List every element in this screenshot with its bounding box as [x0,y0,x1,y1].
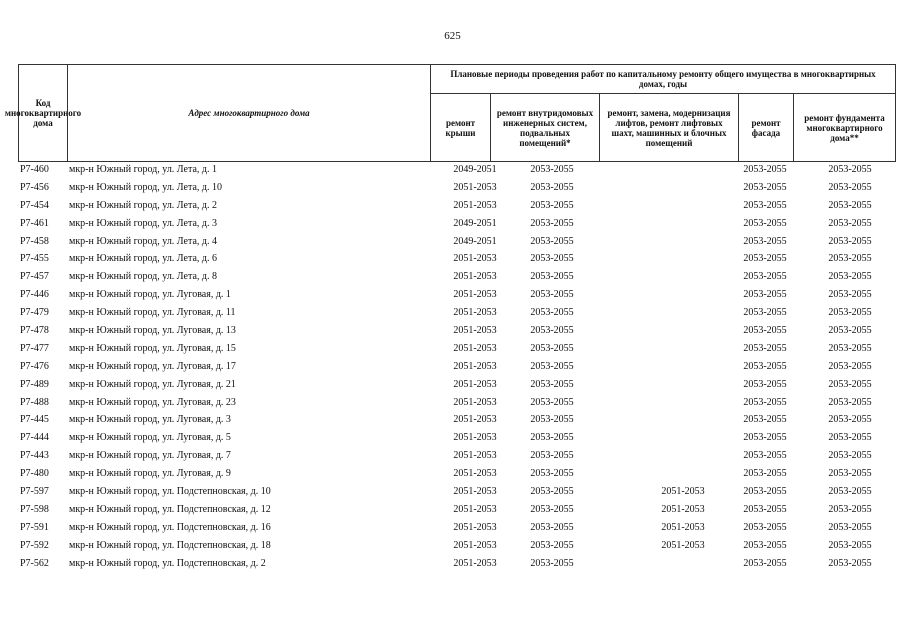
cell-code: Р7-446 [20,289,49,301]
cell-systems: 2053-2055 [530,468,574,480]
cell-code: Р7-457 [20,271,49,283]
cell-address: мкр-н Южный город, ул. Лета, д. 4 [69,235,217,247]
cell-facade: 2053-2055 [743,503,787,515]
cell-address: мкр-н Южный город, ул. Лета, д. 10 [69,181,222,193]
cell-roof: 2049-2051 [453,235,497,247]
cell-systems: 2053-2055 [530,181,574,193]
cell-systems: 2053-2055 [530,486,574,498]
cell-systems: 2053-2055 [530,521,574,533]
cell-address: мкр-н Южный город, ул. Луговая, д. 5 [69,432,231,444]
cell-code: Р7-479 [20,307,49,319]
cell-systems: 2053-2055 [530,414,574,426]
table-row [18,502,896,520]
cell-systems: 2053-2055 [530,217,574,229]
cell-systems: 2053-2055 [530,557,574,569]
cell-code: Р7-460 [20,164,49,175]
cell-code: Р7-443 [20,450,49,462]
cell-address: мкр-н Южный город, ул. Лета, д. 6 [69,253,217,265]
header-periods: Плановые периоды проведения работ по капитальному ремонту общего имущества в многоквартирных домах, годы [430,64,896,94]
cell-systems: 2053-2055 [530,271,574,283]
cell-systems: 2053-2055 [530,360,574,372]
cell-facade: 2053-2055 [743,360,787,372]
cell-roof: 2051-2053 [453,450,497,462]
cell-address: мкр-н Южный город, ул. Луговая, д. 3 [69,414,231,426]
cell-roof: 2051-2053 [453,181,497,193]
cell-facade: 2053-2055 [743,164,787,175]
cell-facade: 2053-2055 [743,414,787,426]
cell-address: мкр-н Южный город, ул. Подстепновская, д. 2 [69,557,266,569]
cell-foundation: 2053-2055 [828,181,872,193]
cell-foundation: 2053-2055 [828,396,872,408]
cell-code: Р7-476 [20,360,49,372]
table-row [18,395,896,413]
cell-code: Р7-456 [20,181,49,193]
cell-foundation: 2053-2055 [828,468,872,480]
cell-code: Р7-444 [20,432,49,444]
table-row [18,180,896,198]
cell-systems: 2053-2055 [530,199,574,211]
cell-roof: 2051-2053 [453,360,497,372]
cell-foundation: 2053-2055 [828,164,872,175]
table-row [18,377,896,395]
cell-facade: 2053-2055 [743,217,787,229]
cell-address: мкр-н Южный город, ул. Подстепновская, д. 16 [69,521,271,533]
cell-address: мкр-н Южный город, ул. Подстепновская, д. 10 [69,486,271,498]
table-row [18,556,896,574]
cell-facade: 2053-2055 [743,450,787,462]
cell-facade: 2053-2055 [743,539,787,551]
cell-code: Р7-562 [20,557,49,569]
cell-systems: 2053-2055 [530,253,574,265]
cell-systems: 2053-2055 [530,503,574,515]
cell-address: мкр-н Южный город, ул. Подстепновская, д. 18 [69,539,271,551]
cell-code: Р7-488 [20,396,49,408]
table-row [18,216,896,234]
cell-facade: 2053-2055 [743,521,787,533]
table-row [18,305,896,323]
cell-systems: 2053-2055 [530,325,574,337]
cell-roof: 2051-2053 [453,325,497,337]
table-row [18,359,896,377]
table-row [18,466,896,484]
cell-facade: 2053-2055 [743,289,787,301]
cell-systems: 2053-2055 [530,378,574,390]
header-systems: ремонт внутридомовых инженерных систем, подвальных помещений* [490,93,600,162]
cell-foundation: 2053-2055 [828,539,872,551]
table-row [18,538,896,556]
cell-code: Р7-591 [20,521,49,533]
cell-code: Р7-454 [20,199,49,211]
cell-systems: 2053-2055 [530,164,574,175]
table-row [18,234,896,252]
cell-foundation: 2053-2055 [828,521,872,533]
cell-foundation: 2053-2055 [828,378,872,390]
cell-foundation: 2053-2055 [828,235,872,247]
cell-facade: 2053-2055 [743,235,787,247]
cell-facade: 2053-2055 [743,557,787,569]
cell-code: Р7-598 [20,503,49,515]
cell-lifts: 2051-2053 [661,539,705,551]
cell-foundation: 2053-2055 [828,486,872,498]
header-lifts: ремонт, замена, модернизация лифтов, ремонт лифтовых шахт, машинных и блочных помещений [599,93,739,162]
table-row [18,287,896,305]
cell-address: мкр-н Южный город, ул. Лета, д. 3 [69,217,217,229]
cell-lifts: 2051-2053 [661,503,705,515]
cell-lifts: 2051-2053 [661,521,705,533]
cell-foundation: 2053-2055 [828,271,872,283]
cell-roof: 2051-2053 [453,253,497,265]
cell-roof: 2051-2053 [453,307,497,319]
cell-address: мкр-н Южный город, ул. Луговая, д. 1 [69,289,231,301]
cell-systems: 2053-2055 [530,450,574,462]
header-facade: ремонт фасада [738,93,794,162]
cell-lifts: 2051-2053 [661,486,705,498]
cell-foundation: 2053-2055 [828,217,872,229]
cell-address: мкр-н Южный город, ул. Лета, д. 8 [69,271,217,283]
cell-foundation: 2053-2055 [828,199,872,211]
cell-code: Р7-477 [20,342,49,354]
header-roof: ремонт крыши [430,93,491,162]
cell-foundation: 2053-2055 [828,253,872,265]
cell-code: Р7-455 [20,253,49,265]
header-foundation: ремонт фундамента многоквартирного дома** [793,93,896,162]
cell-roof: 2051-2053 [453,271,497,283]
cell-code: Р7-489 [20,378,49,390]
cell-code: Р7-597 [20,486,49,498]
cell-address: мкр-н Южный город, ул. Лета, д. 1 [69,164,217,175]
cell-facade: 2053-2055 [743,253,787,265]
table-row [18,323,896,341]
cell-roof: 2051-2053 [453,557,497,569]
cell-foundation: 2053-2055 [828,307,872,319]
cell-roof: 2049-2051 [453,217,497,229]
table-row [18,412,896,430]
cell-address: мкр-н Южный город, ул. Луговая, д. 17 [69,360,236,372]
cell-systems: 2053-2055 [530,396,574,408]
table-row [18,448,896,466]
cell-address: мкр-н Южный город, ул. Луговая, д. 13 [69,325,236,337]
cell-facade: 2053-2055 [743,486,787,498]
cell-facade: 2053-2055 [743,342,787,354]
cell-foundation: 2053-2055 [828,342,872,354]
cell-roof: 2051-2053 [453,289,497,301]
table-body [18,162,896,573]
cell-address: мкр-н Южный город, ул. Луговая, д. 11 [69,307,236,319]
cell-roof: 2051-2053 [453,486,497,498]
cell-code: Р7-478 [20,325,49,337]
cell-roof: 2051-2053 [453,396,497,408]
cell-foundation: 2053-2055 [828,557,872,569]
cell-address: мкр-н Южный город, ул. Луговая, д. 23 [69,396,236,408]
cell-roof: 2049-2051 [453,164,497,175]
cell-code: Р7-445 [20,414,49,426]
header-code: Код многоквартирного дома [18,64,68,162]
cell-foundation: 2053-2055 [828,432,872,444]
cell-roof: 2051-2053 [453,199,497,211]
cell-roof: 2051-2053 [453,539,497,551]
cell-roof: 2051-2053 [453,468,497,480]
cell-facade: 2053-2055 [743,199,787,211]
cell-facade: 2053-2055 [743,396,787,408]
header-address: Адрес многоквартирного дома [67,64,431,162]
cell-facade: 2053-2055 [743,307,787,319]
cell-code: Р7-461 [20,217,49,229]
cell-roof: 2051-2053 [453,378,497,390]
cell-facade: 2053-2055 [743,432,787,444]
cell-facade: 2053-2055 [743,181,787,193]
table-row [18,162,896,180]
cell-address: мкр-н Южный город, ул. Луговая, д. 21 [69,378,236,390]
cell-facade: 2053-2055 [743,378,787,390]
table-row [18,520,896,538]
table-row [18,341,896,359]
table-row [18,484,896,502]
cell-systems: 2053-2055 [530,289,574,301]
cell-address: мкр-н Южный город, ул. Луговая, д. 7 [69,450,231,462]
cell-address: мкр-н Южный город, ул. Лета, д. 2 [69,199,217,211]
cell-systems: 2053-2055 [530,307,574,319]
cell-systems: 2053-2055 [530,432,574,444]
cell-foundation: 2053-2055 [828,325,872,337]
cell-foundation: 2053-2055 [828,414,872,426]
cell-code: Р7-458 [20,235,49,247]
cell-address: мкр-н Южный город, ул. Луговая, д. 9 [69,468,231,480]
cell-foundation: 2053-2055 [828,289,872,301]
cell-roof: 2051-2053 [453,503,497,515]
cell-code: Р7-480 [20,468,49,480]
cell-address: мкр-н Южный город, ул. Луговая, д. 15 [69,342,236,354]
cell-roof: 2051-2053 [453,414,497,426]
cell-systems: 2053-2055 [530,235,574,247]
cell-facade: 2053-2055 [743,468,787,480]
cell-facade: 2053-2055 [743,325,787,337]
table-row [18,198,896,216]
page-number: 625 [444,30,461,42]
cell-foundation: 2053-2055 [828,450,872,462]
cell-address: мкр-н Южный город, ул. Подстепновская, д. 12 [69,503,271,515]
table-row [18,269,896,287]
cell-foundation: 2053-2055 [828,503,872,515]
cell-roof: 2051-2053 [453,521,497,533]
cell-systems: 2053-2055 [530,539,574,551]
cell-roof: 2051-2053 [453,432,497,444]
cell-facade: 2053-2055 [743,271,787,283]
table-row [18,251,896,269]
cell-foundation: 2053-2055 [828,360,872,372]
cell-code: Р7-592 [20,539,49,551]
cell-systems: 2053-2055 [530,342,574,354]
table-row [18,430,896,448]
cell-roof: 2051-2053 [453,342,497,354]
